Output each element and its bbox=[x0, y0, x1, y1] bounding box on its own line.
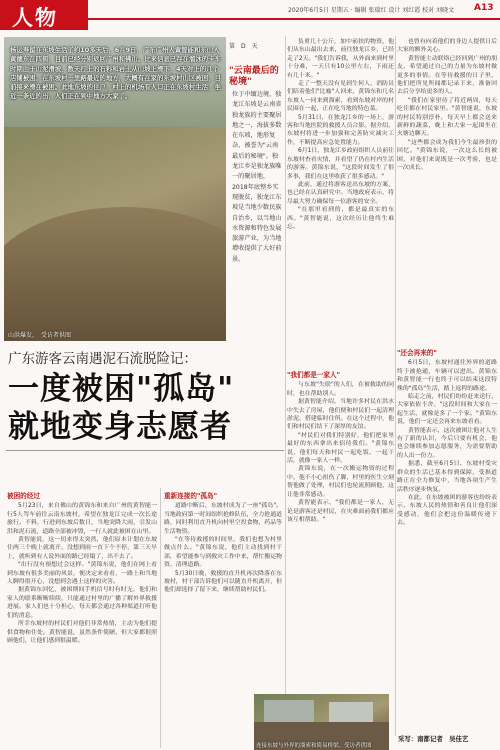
headline-line-2: 就地变身志愿者 bbox=[8, 409, 232, 445]
issue-info: 2020年6月5日 星期五 · 编辑 张瑞红 设计 刘红霞 校对 刘晓文 bbox=[288, 7, 455, 14]
paragraph: 负重几十公斤，加中前扶的物资，他们从东山最出去来，前往独龙江乡，已经走了2天。"我们告诉我，从外面来到村里十分难，一天只有10公里左右，下雨还有几十米。" bbox=[287, 39, 394, 79]
paragraph: 黄智能说，这一切来得太突然，他们原本计划在东坡住两三个晚上就离开，没想到雨一直下个不停，第三天早上，就听到有人说外面的路已经塌了，出不去了。 bbox=[7, 537, 157, 560]
article-column-3 bbox=[397, 346, 497, 746]
section-heading: 重新连接的"孤岛" bbox=[164, 492, 218, 500]
paragraph: 5月30日晚，救援的直升机再次降落在东坡村，村干部告诉他们可以随直升机离开，但他们却选择了留下来，继续帮助村民们。 bbox=[164, 570, 282, 594]
article-column-4 bbox=[287, 368, 394, 690]
paragraph: 临走之前，村民们纷纷赶来送行，大家依依不舍。"这段时间和大家在一起生活，就像是多了一个家。"黄锦东说，他们一定还会再来东坡看看。 bbox=[397, 394, 497, 426]
sidebar-body: 位于中缅边境，独龙江东坡是云南省独龙族的主要聚居地之一，海拔多数在东坡，地形复杂，被誉为"云南最后的秘境"。独龙江乡是独龙族唯一的聚居地，2018年底整乡实现脱贫，独龙江东坡是当地少数民族自治乡，以当地山水资源和特色发展旅游产业，为当地增收提供了大好前景。 bbox=[232, 91, 282, 263]
paragraph: 据悉，截至6月5日，东坡村受灾群众的生活已基本得到保障，受损道路正在全力修复中，当地各项生产生活秩序逐步恢复。 bbox=[397, 461, 497, 493]
paragraph: 也曾有向着他们的身边人提供日后大家的额外关心。 bbox=[397, 39, 497, 54]
headline-rule bbox=[6, 450, 284, 451]
paragraph: 此前，通过将游客送出东坡的方案，也已经在认真研究中。当地政府表示，将尽最大努力确保每一位游客的安全。 bbox=[287, 181, 394, 205]
paragraph: "在那里看到的，都是最真实的东西。"黄智能说，这次经历让他终生难忘。 bbox=[287, 207, 394, 230]
paragraph: 5月31日，在独龙江乡的一场上，游客和当地医院的救援人员合影。据介绍，东坡村将进一步加强和完善防灾减灾工作，不断提高应急处置能力。 bbox=[287, 114, 394, 146]
paragraph: 黄智能表示，"我们都是一家人，无论是游客还是村民，在灾难面前我们都应该互相帮助。" bbox=[287, 500, 394, 523]
paragraph: "村民们对我们特别好，他们把家里最好的东西拿出来招待我们。"黄锦东说，他们每天和村民一起吃饭、一起干活，就像一家人一样。 bbox=[287, 432, 394, 465]
main-photo-caption: 杨运寿留在东坡生活了约10多天后，6月9日，广东广州人黄智能和东山人黄德东在四街，目前已经分别返回广州和佛山。比来信息已存在溜冰的卡车时期由于山泥滑坡，数天打上的石料和岩土从山坡上滑下，4天对上的几个店铺被困。在东坡村一里路最近的地方，大概有在家的东坡村山区被困，目前接来滑在被困。此地东坡的住户，村上的机场有人口正在东坡村生活，坐近一条近的出，人们正在到中地方大家了。 bbox=[10, 46, 221, 101]
paragraph: 黄智能表示，这次被困让他对人生有了新的认识，今后只要有机会，他也会继续参加志愿服务，为需要帮助的人出一份力。 bbox=[397, 427, 497, 459]
section-title: 人物 bbox=[12, 6, 58, 30]
sidebar-title: "云南最后的秘境" bbox=[229, 66, 279, 87]
paragraph: 5月23日，来自佛山的黄锦东和来自广州的黄智能一行5人驾车前往云南东坡村，希望在独龙江完成一次长途旅行。不料，行进到东坡后数日，当地突降大雨，引发山洪和泥石流，道路全部被冲毁，一行人就此被困在山里。 bbox=[7, 503, 157, 535]
paragraph: "出行没有预想过会这样。"黄锦东说，他们在网上看到东坡有很多美丽的风景，便决定来看看，一路上和当地人聊得很开心，没想到会遇上这样的灾害。 bbox=[7, 562, 157, 586]
column-divider bbox=[160, 488, 161, 748]
paragraph: 道路中断后，东坡村成为了一座"孤岛"。当地政府第一时间组织抢修队伍，全力抢通道路，同时利用直升机向村里空投食物、药品等生活物资。 bbox=[164, 503, 282, 535]
paragraph: 黄智能主动联络已经回到广州的朋友，希望通过自己的力量为东坡村做更多的事情。在等待救援的日子里，他们把所见所闻都记录下来，准备回去后分享给更多的人。 bbox=[397, 55, 497, 96]
main-photo-credit: 山洪爆发。 受访者供图 bbox=[8, 332, 72, 339]
article-column-1 bbox=[287, 38, 394, 368]
byline: 采写：南都记者 吴佳艺 bbox=[398, 735, 469, 743]
paragraph: 6月5日，东坡村通往外界的道路终于被抢通，车辆可以进出。黄锦东和黄智能一行也终于可以结束这段特殊的"孤岛"生活，踏上返程的路途。 bbox=[397, 360, 497, 392]
headline bbox=[8, 370, 278, 446]
paragraph: 6月1日，独龙江乡政府组织人员前往东坡村查看灾情，并看望了仍在村内生活的游客。黄锦东说，"这段时间发生了很多事，我们在这里收获了很多感动。" bbox=[287, 148, 394, 180]
section-heading: 被困的经过 bbox=[7, 492, 40, 500]
headline-kicker: 广东游客云南遇泥石流脱险记： bbox=[8, 351, 197, 367]
paragraph: 据黄智能介绍，当地许多村民在洪水中失去了房屋，他们便和村民们一起清理淤泥、搭建临时住所。在这个过程中，他们和村民们结下了深厚的友谊。 bbox=[287, 399, 394, 431]
article-column-2 bbox=[397, 38, 497, 346]
paragraph: "这些都会成为我们今生最珍贵的回忆。"黄锦东说，一次这么长的被困，对他们来说既是一次考验，也是一次成长。 bbox=[397, 139, 497, 172]
paragraph: "在等待救援的时间里，我们也想为村里做点什么。"黄锦东说，他们主动找到村干部，希望能参与到救灾工作中来，帮忙搬运物资、清理道路。 bbox=[164, 537, 282, 569]
sidebar-day-label: 第 D 天 bbox=[229, 43, 258, 50]
paragraph: 所幸东坡村的村民们对他们非常热情，主动为他们提供食物和住处。黄智能说，虽然条件简陋，但大家都很照顾他们，让他们感到很温暖。 bbox=[7, 621, 157, 644]
paragraph: 走了一整天没有见到生何人，消防员们陪着他们"比喻"人回来，黄锦东和几名东坡人一同来到溜索，看到东坡对岸的村民围在一起，正在吃当地的特色菜。 bbox=[287, 81, 394, 113]
column-divider bbox=[285, 36, 286, 748]
headline-line-1: 一度被困"孤岛" bbox=[8, 371, 235, 407]
section-heading: "我们都是一家人" bbox=[287, 371, 341, 379]
paragraph: 在此，在东坡被困的游客也纷纷表示，东坡人民的热情和善良让他们深受感动，他们会把这份温暖传递下去。 bbox=[397, 494, 497, 527]
paragraph: 与东坡"失联"的人们，在被救助的同时，也在帮助别人。 bbox=[287, 382, 394, 397]
section-heading: "还会再来的" bbox=[397, 349, 437, 357]
secondary-photo-caption: 连接东坡与外界的溜索和简易桥梁。受访者供图 bbox=[256, 743, 372, 749]
article-column-6 bbox=[7, 489, 157, 747]
paragraph: 黄锦东说，在一次搬运物资的过程中，他不小心扭伤了脚，村里的医生立刻帮他做了处理，村民们也轮流照顾他，这让他非常感动。 bbox=[287, 466, 394, 498]
paragraph: 据黄锦东回忆，被困期间手机信号时有时无，他们和家人的联系断断续续，只能通过村里的广播了解外界救援进展。家人们也十分担心，每天都会通过各种渠道打听他们的消息。 bbox=[7, 587, 157, 619]
column-divider bbox=[395, 36, 396, 736]
page-number: A13 bbox=[474, 3, 494, 13]
paragraph: "我们在家里待了将近两周，每天吃住都在村民家里。"黄智能说，东坡的村民特别淳朴，每天早上都会送来新鲜的蔬菜，晚上和大家一起围坐在火塘边聊天。 bbox=[397, 97, 497, 138]
